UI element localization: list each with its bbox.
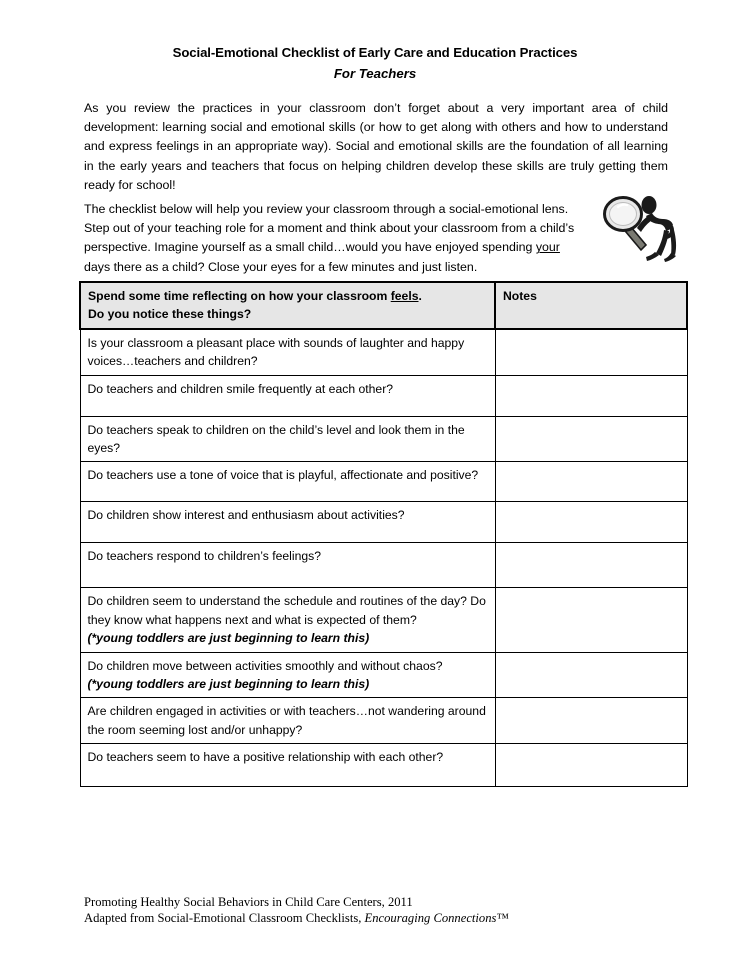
page-subtitle: For Teachers xyxy=(333,66,417,81)
notes-entry-cell[interactable] xyxy=(495,502,687,543)
footer-line-2-before: Adapted from Social-Emotional Classroom Checklists, xyxy=(84,910,365,925)
table-row xyxy=(80,375,687,416)
checklist-prompt-cell xyxy=(80,698,495,744)
checklist-prompt-cell xyxy=(80,416,495,462)
table-header-row xyxy=(80,282,687,329)
header-prompt-emphasis: feels xyxy=(390,289,419,303)
notes-entry-cell[interactable] xyxy=(495,652,687,698)
notes-entry-cell[interactable] xyxy=(495,588,687,652)
checklist-prompt-text: Do teachers speak to children on the child’s level and look them in the eyes? xyxy=(87,422,465,456)
table-body xyxy=(80,329,687,787)
table-row xyxy=(80,416,687,462)
checklist-prompt-cell xyxy=(80,462,495,502)
checklist-prompt-text: Do children seem to understand the schedule and routines of the day? Do they know what happens next and what is expected of them? xyxy=(87,594,486,627)
checklist-prompt-text: Do teachers seem to have a positive relationship with each other? xyxy=(87,750,444,765)
checklist-prompt-cell xyxy=(80,502,495,543)
checklist-prompt-subnote: (*young toddlers are just beginning to learn this) xyxy=(87,677,370,692)
header-prompt-line-1 xyxy=(88,287,488,305)
checklist-prompt-text: Do teachers and children smile frequently at each other? xyxy=(87,381,394,396)
checklist-prompt-text: Is your classroom a pleasant place with sounds of laughter and happy voices…teachers and children? xyxy=(87,335,465,369)
checklist-prompt-text: Are children engaged in activities or with teachers…not wandering around the room seeming lost and/or unhappy? xyxy=(87,704,486,737)
table-row xyxy=(80,543,687,588)
stick-figure-with-magnifying-glass-icon xyxy=(602,192,680,264)
header-prompt-cell xyxy=(80,282,495,329)
notes-entry-cell[interactable] xyxy=(495,698,687,744)
table-row xyxy=(80,502,687,543)
header-prompt-line-1-before: Spend some time reflecting on how your classroom xyxy=(88,289,391,303)
footer-line-2-italic: Encouraging Connections™ xyxy=(364,910,509,925)
table-row xyxy=(80,329,687,375)
notes-entry-cell[interactable] xyxy=(495,462,687,502)
checklist-prompt-subnote: (*young toddlers are just beginning to learn this) xyxy=(87,631,370,646)
intro-paragraph-2-part-2: days there as a child? Close your eyes for a few minutes and just listen. xyxy=(84,259,478,274)
intro-paragraph-1: As you review the practices in your classroom don’t forget about a very important area of child development: learning social and emotional skills (or how to get along with others and how to understand and express feelings in an appropriate way). Social and emotional skills are the foundation of all learning in the early years and teachers that focus on helping children develop these skills are truly getting them ready for school! xyxy=(84,101,668,192)
checklist-prompt-cell xyxy=(80,652,495,698)
notes-entry-cell[interactable] xyxy=(495,329,687,375)
header-prompt-line-2: Do you notice these things? xyxy=(88,307,252,322)
notes-entry-cell[interactable] xyxy=(495,375,687,416)
table-row xyxy=(80,588,687,652)
intro-paragraph-2-emphasis: your xyxy=(535,240,560,255)
checklist-prompt-cell xyxy=(80,543,495,588)
header-notes-cell: Notes xyxy=(495,282,687,329)
table-row xyxy=(80,652,687,698)
footer xyxy=(84,895,684,926)
notes-entry-cell[interactable] xyxy=(495,416,687,462)
checklist-prompt-cell xyxy=(80,329,495,375)
checklist-prompt-text: Do teachers respond to children’s feelings? xyxy=(87,549,322,564)
intro-paragraph-2 xyxy=(84,200,584,277)
notes-entry-cell[interactable] xyxy=(495,744,687,787)
page-title: Social-Emotional Checklist of Early Care and Education Practices xyxy=(172,45,578,60)
table-row xyxy=(80,744,687,787)
notes-entry-cell[interactable] xyxy=(495,543,687,588)
checklist-prompt-cell xyxy=(80,744,495,787)
table-row xyxy=(80,698,687,744)
header-prompt-line-1-after: . xyxy=(418,289,422,303)
checklist-prompt-cell xyxy=(80,375,495,416)
social-emotional-checklist-table xyxy=(79,281,688,787)
checklist-prompt-text: Do children move between activities smoothly and without chaos? xyxy=(87,658,443,673)
checklist-prompt-text: Do children show interest and enthusiasm about activities? xyxy=(87,508,405,523)
table-row xyxy=(80,462,687,502)
checklist-prompt-text: Do teachers use a tone of voice that is playful, affectionate and positive? xyxy=(87,468,479,483)
footer-line-1: Promoting Healthy Social Behaviors in Child Care Centers, 2011 xyxy=(84,895,413,909)
checklist-prompt-cell xyxy=(80,588,495,652)
footer-line-2 xyxy=(84,911,684,927)
intro-paragraph-2-part-1: The checklist below will help you review your classroom through a social-emotional lens. Step out of your teaching role for a moment and think about your classroom from a child’s perspective. Imagine yourself as a small child…would you have enjoyed spending xyxy=(84,202,575,255)
